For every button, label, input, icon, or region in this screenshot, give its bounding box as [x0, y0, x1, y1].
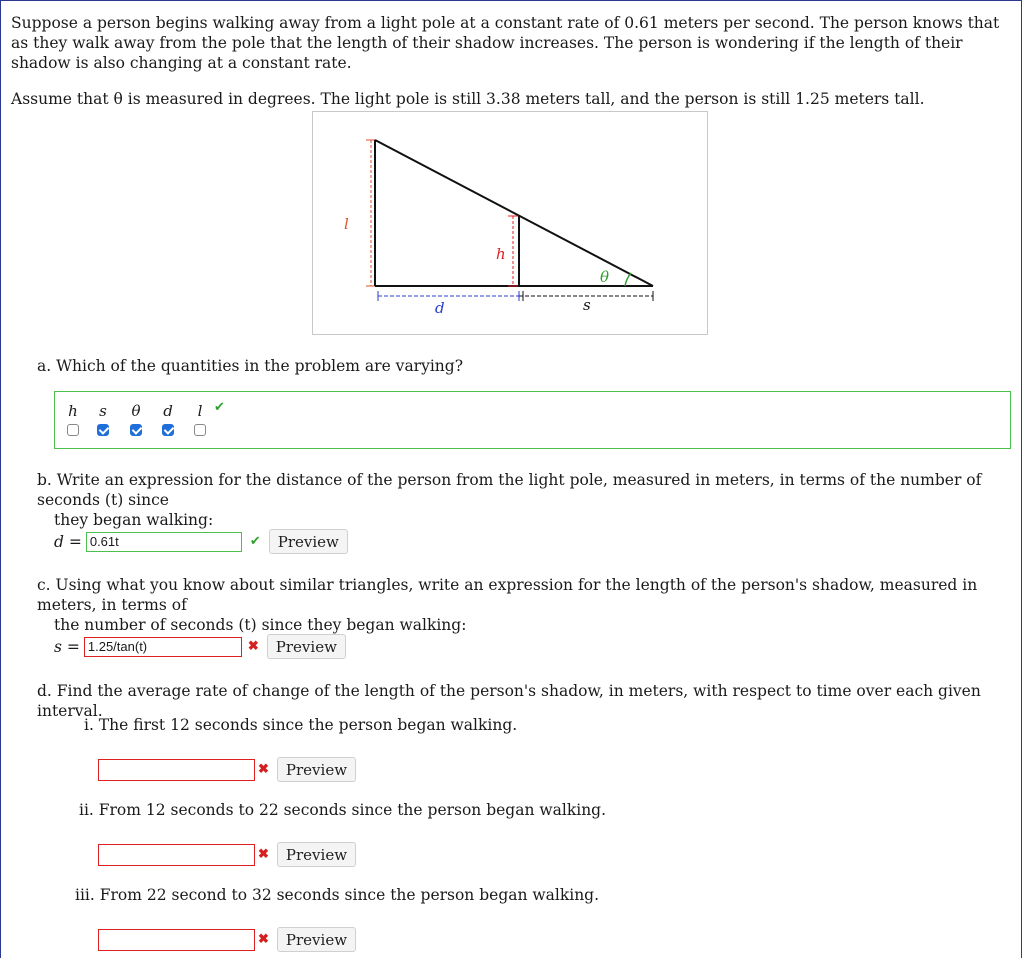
question-a: a. Which of the quantities in the problem are varying? [37, 357, 464, 375]
intro-paragraph-2: Assume that θ is measured in degrees. The light pole is still 3.38 meters tall, and the person is still 1.25 meters tall. [11, 90, 925, 108]
answer-row-b [54, 529, 348, 554]
label-theta: θ [600, 268, 610, 286]
choice-l[interactable] [190, 402, 210, 436]
diagram-svg [313, 112, 709, 336]
answer-input-d-iii[interactable] [98, 929, 255, 951]
choice-h-label: h [68, 402, 78, 420]
incorrect-x-icon: ✖ [258, 762, 269, 777]
preview-button[interactable]: Preview [267, 634, 346, 659]
answer-input-d-ii[interactable] [98, 844, 255, 866]
answer-input-s[interactable]: 1.25/tan(t) [84, 637, 242, 657]
preview-button[interactable]: Preview [277, 757, 356, 782]
correct-check-icon: ✔ [214, 400, 225, 415]
variable-d-label: d = [54, 532, 82, 551]
problem-intro [11, 13, 1011, 109]
subquestion-d-i: i. The first 12 seconds since the person began walking. [84, 716, 518, 734]
question-b [37, 470, 997, 530]
answer-row-d-ii [98, 842, 356, 867]
choice-s[interactable] [93, 402, 113, 436]
incorrect-x-icon: ✖ [258, 847, 269, 862]
question-d: d. Find the average rate of change of the length of the person's shadow, in meters, with respect to time over each given interval. [37, 682, 981, 720]
choice-l-label: l [197, 402, 203, 420]
label-s: s [583, 296, 591, 314]
question-b-line-1: b. Write an expression for the distance of the person from the light pole, measured in meters, in terms of the number of seconds (t) since [37, 471, 982, 509]
question-b-line-2: they began walking: [54, 511, 214, 529]
choice-d[interactable] [158, 402, 178, 436]
answer-input-d[interactable]: 0.61t [86, 532, 242, 552]
answer-row-d-iii [98, 927, 356, 952]
preview-button[interactable]: Preview [269, 529, 348, 554]
choice-d-label: d [163, 402, 173, 420]
triangle-diagram [312, 111, 708, 335]
light-ray [375, 140, 653, 286]
preview-button[interactable]: Preview [277, 842, 356, 867]
question-c-line-2: the number of seconds (t) since they began walking: [54, 616, 467, 634]
variable-s-label: s = [54, 637, 80, 656]
preview-button[interactable]: Preview [277, 927, 356, 952]
choice-h[interactable] [63, 402, 83, 436]
incorrect-x-icon: ✖ [247, 639, 259, 654]
label-h: h [496, 245, 506, 263]
correct-check-icon: ✔ [249, 534, 261, 549]
subquestion-d-iii: iii. From 22 second to 32 seconds since the person began walking. [75, 886, 600, 904]
question-c [37, 575, 997, 635]
label-d: d [435, 299, 445, 317]
choice-theta[interactable] [126, 402, 146, 436]
intro-paragraph-1: Suppose a person begins walking away from a light pole at a constant rate of 0.61 meters per second. The person knows that as they walk away from the pole that the length of their shadow increases. The person is wondering if the length of their shadow is also changing at a constant rate. [11, 14, 1000, 72]
theta-arc [625, 273, 631, 286]
subquestion-d-ii: ii. From 12 seconds to 22 seconds since the person began walking. [79, 801, 607, 819]
choice-s-label: s [99, 402, 107, 420]
answer-input-d-i[interactable] [98, 759, 255, 781]
checkbox-theta[interactable] [130, 424, 142, 436]
answer-row-c [54, 634, 346, 659]
question-c-line-1: c. Using what you know about similar triangles, write an expression for the length of the person's shadow, measured in meters, in terms of [37, 576, 978, 614]
incorrect-x-icon: ✖ [258, 932, 269, 947]
checkbox-h[interactable] [67, 424, 79, 436]
label-l: l [344, 215, 349, 233]
answer-row-d-i [98, 757, 356, 782]
checkbox-s[interactable] [97, 424, 109, 436]
varying-quantities-checkboxes [54, 391, 1011, 449]
choice-theta-label: θ [131, 402, 141, 420]
checkbox-l[interactable] [194, 424, 206, 436]
checkbox-d[interactable] [162, 424, 174, 436]
